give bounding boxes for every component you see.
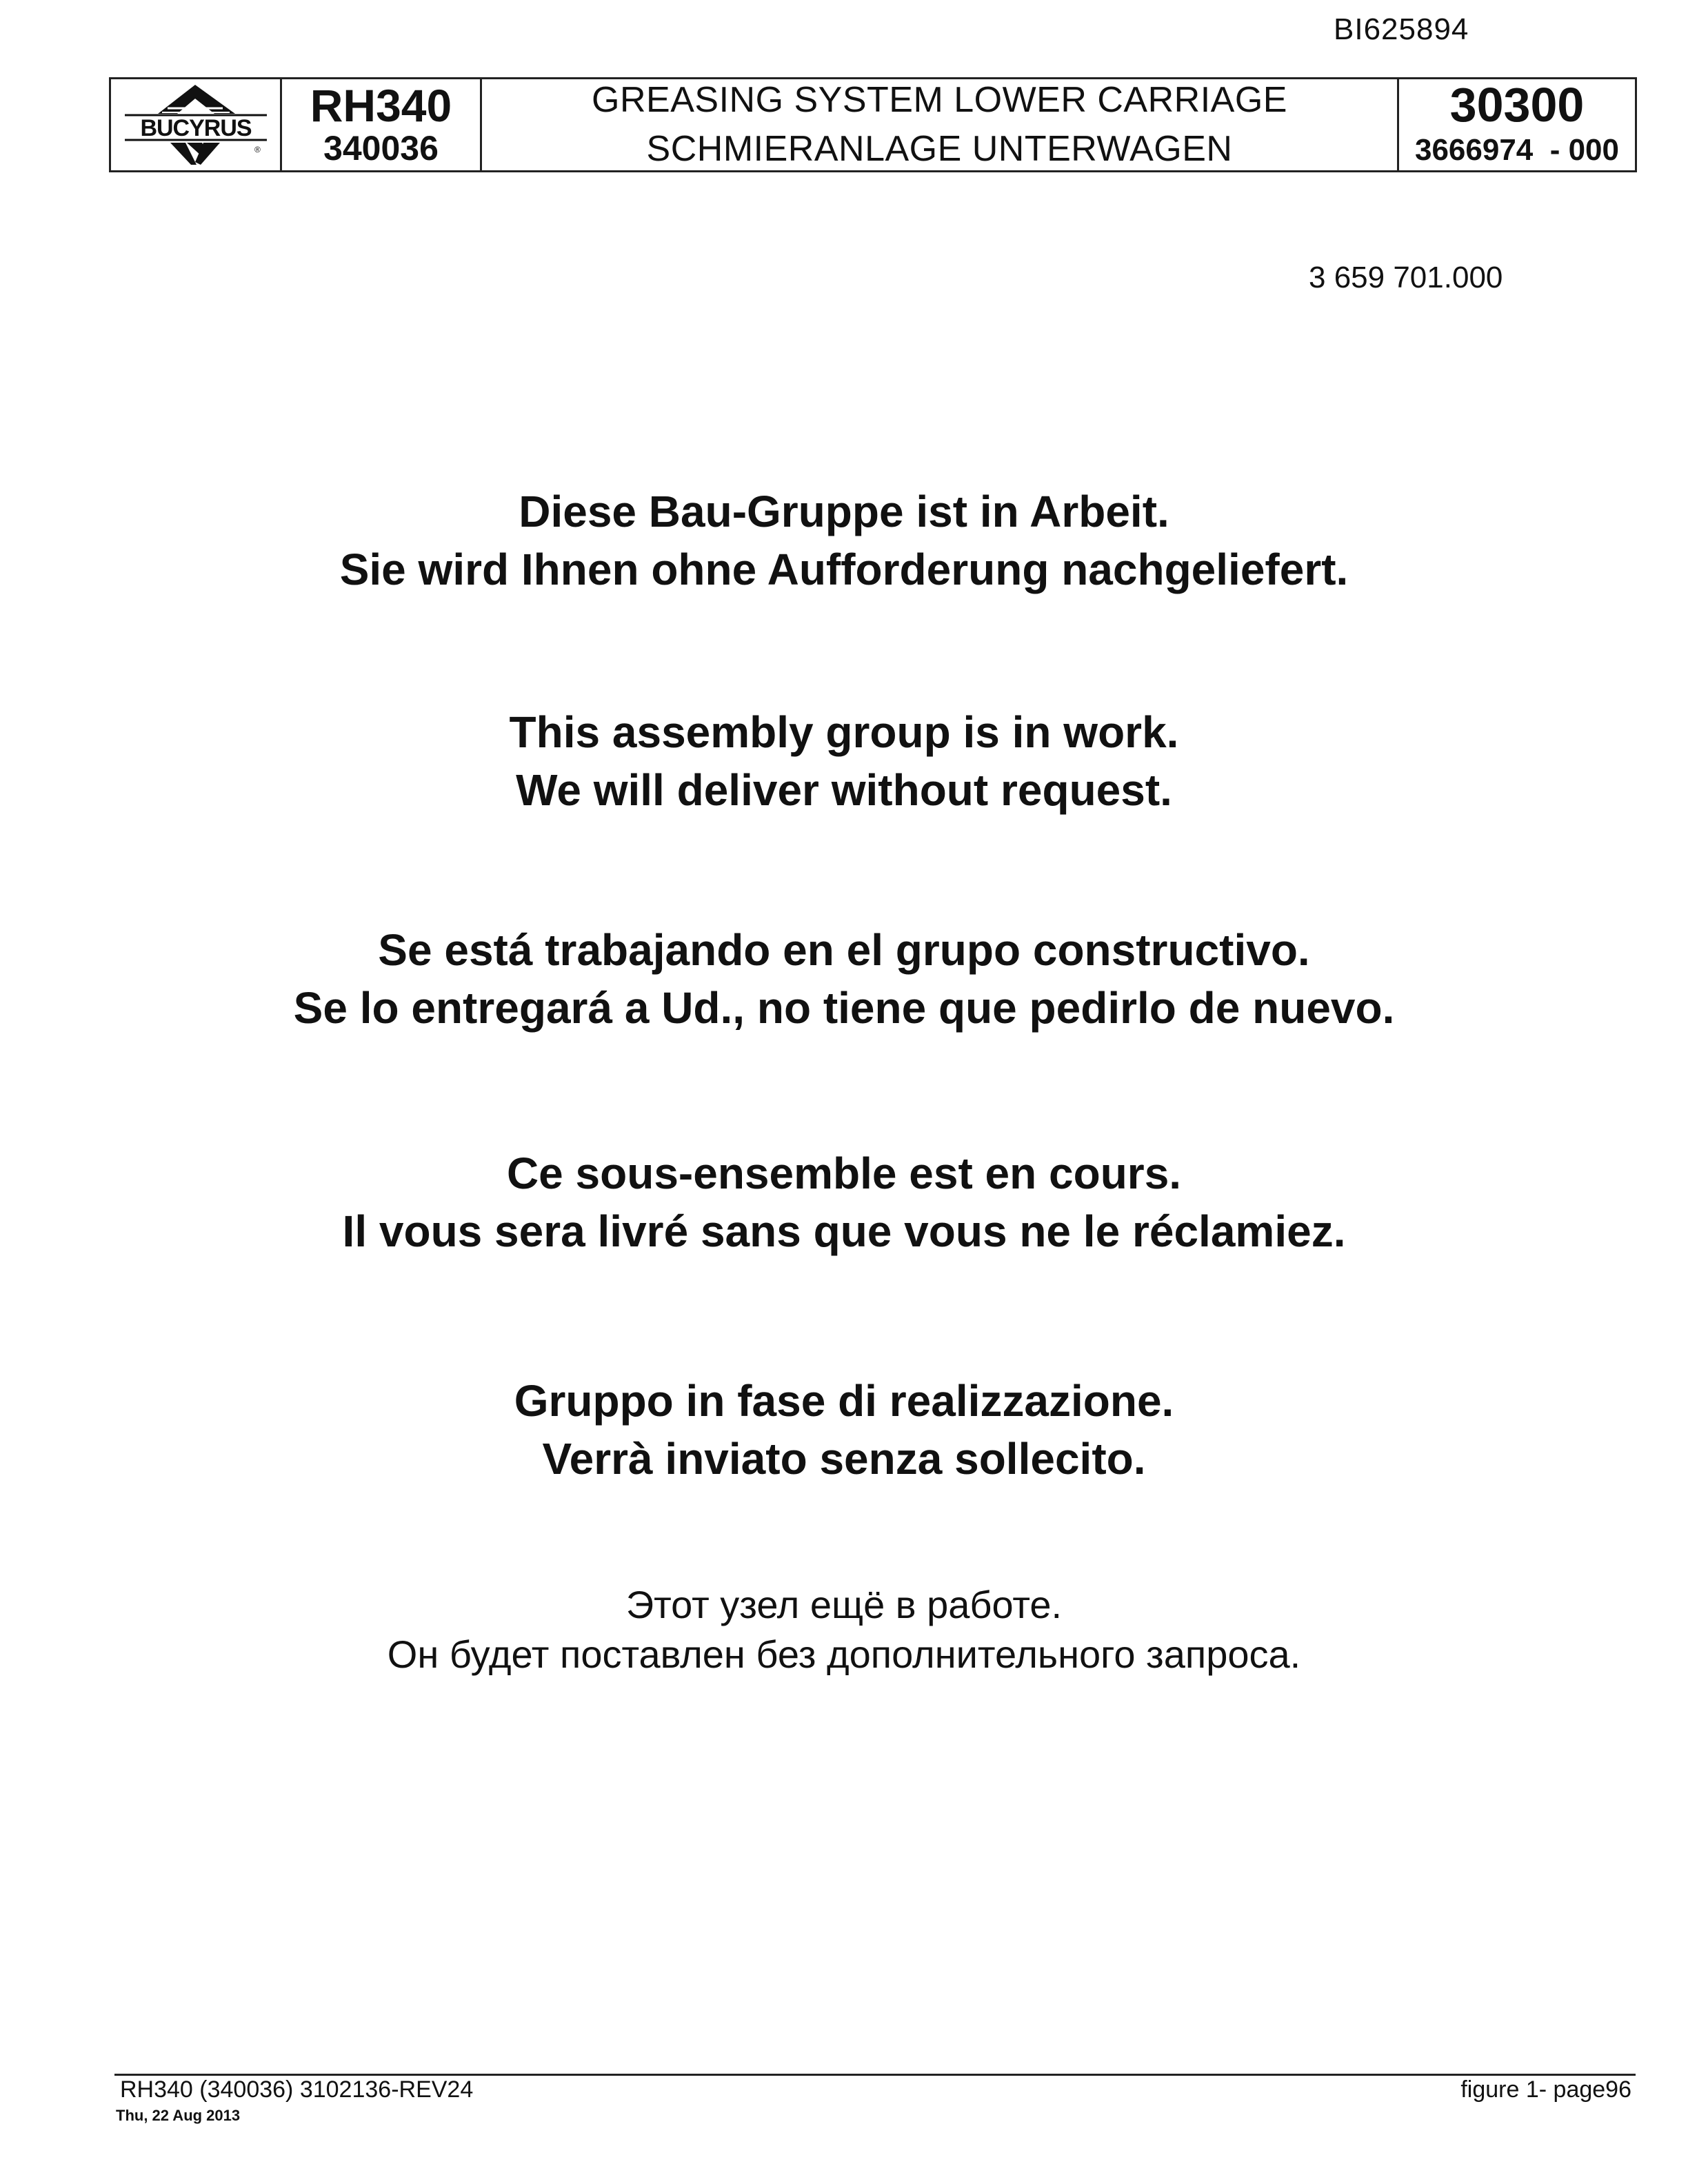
notice-german xyxy=(0,483,1688,598)
footer-document-ref: RH340 (340036) 3102136-REV24 xyxy=(120,2076,474,2103)
notice-line: Diese Bau-Gruppe ist in Arbeit. xyxy=(519,487,1169,536)
part-number: 3666974 - 000 xyxy=(1414,133,1620,168)
notice-line: Il vous sera livré sans que vous ne le réclamiez. xyxy=(342,1206,1346,1256)
notice-english xyxy=(0,703,1688,819)
notice-russian xyxy=(0,1580,1688,1679)
title-cell xyxy=(482,79,1399,170)
model-code: 340036 xyxy=(323,129,439,168)
notice-line: Gruppo in fase di realizzazione. xyxy=(514,1376,1174,1426)
notice-line: Se está trabajando en el grupo constructivo. xyxy=(378,925,1310,975)
group-cell xyxy=(1399,79,1635,170)
title-block xyxy=(109,77,1637,172)
notice-spanish xyxy=(0,921,1688,1037)
notice-french xyxy=(0,1144,1688,1260)
model-name: RH340 xyxy=(310,79,452,131)
document-id: BI625894 xyxy=(1334,12,1469,46)
footer-date: Thu, 22 Aug 2013 xyxy=(116,2107,241,2124)
notice-line: Этот узел ещё в работе. xyxy=(625,1583,1063,1626)
notice-line: Ce sous-ensemble est en cours. xyxy=(506,1149,1182,1198)
notice-line: Он будет поставлен без дополнительного запроса. xyxy=(387,1632,1301,1676)
notice-line: Se lo entregará a Ud., no tiene que pedirlo de nuevo. xyxy=(293,983,1395,1033)
notice-line: This assembly group is in work. xyxy=(509,707,1179,757)
notice-line: Sie wird Ihnen ohne Aufforderung nachgeliefert. xyxy=(339,545,1349,594)
title-english: GREASING SYSTEM LOWER CARRIAGE xyxy=(592,80,1287,121)
svg-text:BUCYRUS: BUCYRUS xyxy=(139,115,252,141)
reference-number: 3 659 701.000 xyxy=(1309,261,1503,294)
svg-text:®: ® xyxy=(254,145,261,154)
title-german: SCHMIERANLAGE UNTERWAGEN xyxy=(646,129,1233,169)
model-cell xyxy=(282,79,482,170)
group-number: 30300 xyxy=(1449,77,1585,132)
notice-line: Verrà inviato senza sollecito. xyxy=(542,1434,1146,1484)
notice-line: We will deliver without request. xyxy=(516,765,1172,815)
footer-page-ref: figure 1- page96 xyxy=(1460,2076,1631,2103)
bucyrus-logo xyxy=(119,81,272,169)
notice-italian xyxy=(0,1372,1688,1488)
footer-divider xyxy=(114,2074,1636,2076)
logo-cell xyxy=(111,79,282,170)
